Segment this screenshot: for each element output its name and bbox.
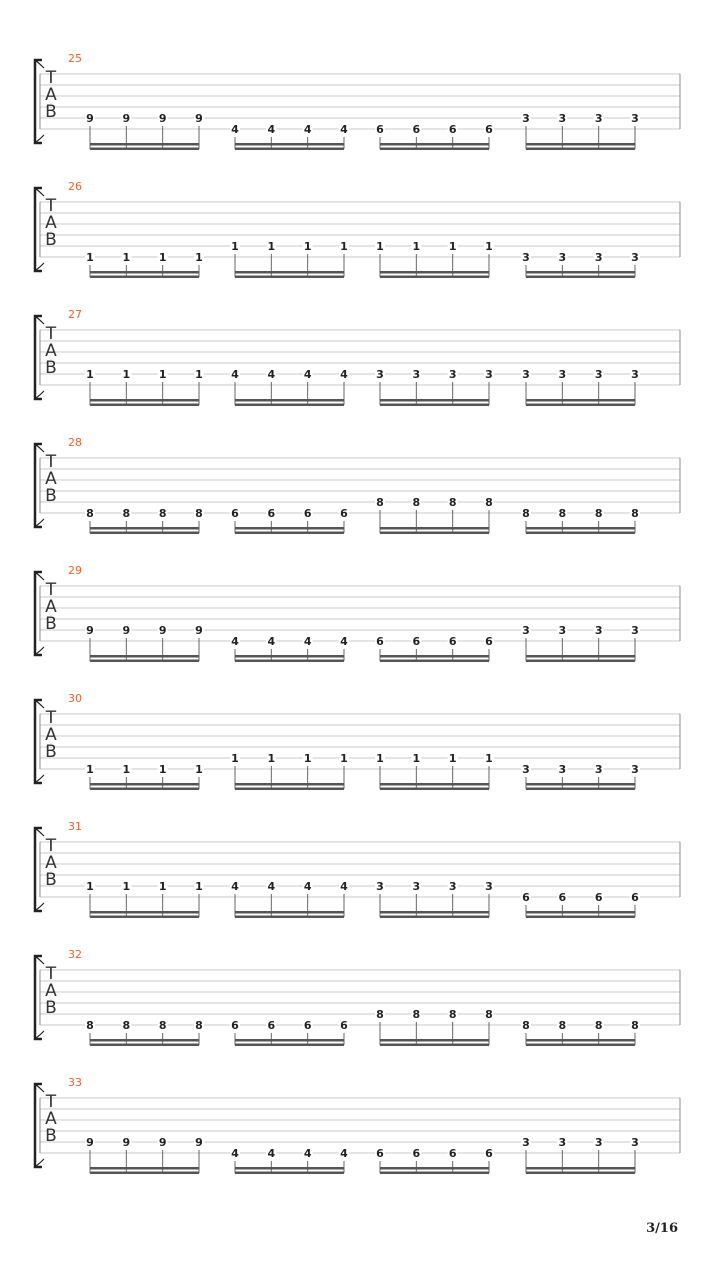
fret-number: 1 (267, 752, 276, 765)
fret-number: 8 (122, 1019, 131, 1032)
fret-number: 8 (558, 507, 567, 520)
beam (90, 788, 199, 791)
tab-clef-letter: A (45, 1109, 57, 1129)
fret-number: 1 (158, 368, 167, 381)
beam (380, 399, 489, 402)
fret-number: 4 (303, 368, 312, 381)
fret-number: 3 (522, 1136, 530, 1149)
fret-number: 6 (376, 635, 384, 648)
fret-number: 1 (303, 752, 312, 765)
fret-number: 9 (122, 1136, 131, 1149)
system-33 (35, 1076, 680, 1174)
fret-number: 1 (376, 752, 384, 765)
beam (235, 1167, 344, 1170)
tab-clef-letter: T (45, 708, 57, 728)
fret-number: 3 (522, 368, 530, 381)
fret-number: 8 (522, 507, 530, 520)
beam (380, 276, 489, 279)
tab-clef-letter: B (45, 1126, 57, 1146)
beam (526, 276, 635, 279)
beam (235, 271, 344, 274)
beam (235, 788, 344, 791)
tab-clef-letter: T (45, 1092, 57, 1112)
fret-number: 6 (340, 507, 348, 520)
fret-number: 6 (485, 635, 493, 648)
beam (526, 1044, 635, 1047)
fret-number: 3 (594, 1136, 603, 1149)
beam (90, 143, 199, 146)
beam (380, 660, 489, 663)
tab-clef-letter: B (45, 486, 57, 506)
fret-number: 8 (86, 1019, 94, 1032)
fret-number: 1 (485, 752, 493, 765)
tab-clef-letter: B (45, 102, 57, 122)
tab-clef-letter: A (45, 597, 57, 617)
fret-number: 1 (195, 763, 203, 776)
fret-number: 9 (86, 1136, 94, 1149)
beam (526, 143, 635, 146)
fret-number: 6 (412, 1147, 421, 1160)
fret-number: 3 (376, 368, 384, 381)
beam (90, 276, 199, 279)
fret-number: 1 (448, 240, 457, 253)
system-bracket (35, 316, 42, 399)
tab-clef-letter: B (45, 614, 57, 634)
tab-clef-letter: T (45, 452, 57, 472)
fret-number: 6 (267, 507, 276, 520)
beam (380, 783, 489, 786)
beam (235, 404, 344, 407)
fret-number: 3 (448, 368, 457, 381)
fret-number: 8 (412, 496, 421, 509)
fret-number: 6 (412, 635, 421, 648)
fret-number: 4 (267, 1147, 276, 1160)
tab-clef-letter: B (45, 742, 57, 762)
fret-number: 6 (412, 123, 421, 136)
fret-number: 3 (631, 624, 639, 637)
fret-number: 8 (631, 507, 639, 520)
fret-number: 8 (558, 1019, 567, 1032)
tab-clef-letter: A (45, 725, 57, 745)
fret-number: 8 (485, 496, 493, 509)
beam (380, 916, 489, 919)
tab-clef-letter: T (45, 68, 57, 88)
fret-number: 3 (412, 880, 421, 893)
fret-number: 8 (485, 1008, 493, 1021)
fret-number: 6 (631, 891, 639, 904)
beam (90, 1172, 199, 1175)
system-bracket (35, 828, 42, 911)
fret-number: 6 (376, 123, 384, 136)
fret-number: 6 (448, 1147, 457, 1160)
tab-clef-letter: A (45, 85, 57, 105)
fret-number: 4 (340, 1147, 348, 1160)
fret-number: 3 (485, 880, 493, 893)
fret-number: 1 (158, 880, 167, 893)
fret-number: 3 (558, 624, 567, 637)
fret-number: 4 (267, 123, 276, 136)
tab-clef-letter: A (45, 853, 57, 873)
fret-number: 3 (558, 763, 567, 776)
tab-clef-letter: A (45, 981, 57, 1001)
fret-number: 9 (86, 624, 94, 637)
fret-number: 8 (448, 1008, 457, 1021)
beam (90, 1039, 199, 1042)
fret-number: 3 (631, 251, 639, 264)
measure-number: 30 (68, 692, 82, 705)
fret-number: 4 (303, 1147, 312, 1160)
system-28 (35, 436, 680, 534)
beam (90, 1167, 199, 1170)
beam (90, 1044, 199, 1047)
fret-number: 1 (485, 240, 493, 253)
beam (90, 911, 199, 914)
fret-number: 4 (340, 123, 348, 136)
fret-number: 4 (303, 123, 312, 136)
fret-number: 1 (412, 240, 421, 253)
fret-number: 1 (267, 240, 276, 253)
fret-number: 8 (631, 1019, 639, 1032)
fret-number: 1 (340, 752, 348, 765)
fret-number: 1 (340, 240, 348, 253)
beam (380, 271, 489, 274)
tab-clef-letter: A (45, 341, 57, 361)
beam (235, 148, 344, 151)
fret-number: 4 (231, 635, 239, 648)
fret-number: 9 (195, 1136, 203, 1149)
fret-number: 1 (448, 752, 457, 765)
fret-number: 3 (558, 112, 567, 125)
beam (90, 783, 199, 786)
fret-number: 4 (340, 368, 348, 381)
beam (235, 916, 344, 919)
fret-number: 3 (631, 368, 639, 381)
beam (380, 532, 489, 535)
tab-clef-letter: T (45, 196, 57, 216)
measure-number: 33 (68, 1076, 82, 1089)
fret-number: 4 (340, 635, 348, 648)
fret-number: 3 (594, 251, 603, 264)
system-bracket (35, 1084, 42, 1167)
tab-clef-letter: T (45, 836, 57, 856)
fret-number: 8 (376, 496, 384, 509)
fret-number: 4 (267, 635, 276, 648)
fret-number: 1 (122, 880, 131, 893)
beam (90, 527, 199, 530)
fret-number: 6 (303, 1019, 312, 1032)
fret-number: 6 (376, 1147, 384, 1160)
beam (235, 143, 344, 146)
fret-number: 9 (122, 112, 131, 125)
fret-number: 3 (522, 763, 530, 776)
fret-number: 4 (267, 880, 276, 893)
beam (380, 143, 489, 146)
fret-number: 3 (522, 624, 530, 637)
beam (235, 1039, 344, 1042)
fret-number: 8 (158, 1019, 167, 1032)
fret-number: 3 (631, 1136, 639, 1149)
fret-number: 3 (594, 624, 603, 637)
fret-number: 9 (195, 624, 203, 637)
fret-number: 1 (86, 368, 94, 381)
system-26 (35, 180, 680, 278)
fret-number: 6 (558, 891, 567, 904)
tab-clef-letter: T (45, 580, 57, 600)
fret-number: 3 (558, 368, 567, 381)
beam (235, 399, 344, 402)
fret-number: 1 (86, 251, 94, 264)
fret-number: 3 (594, 112, 603, 125)
fret-number: 4 (231, 880, 239, 893)
fret-number: 9 (158, 1136, 167, 1149)
beam (235, 783, 344, 786)
fret-number: 6 (594, 891, 603, 904)
fret-number: 4 (231, 368, 239, 381)
fret-number: 3 (631, 112, 639, 125)
beam (235, 1172, 344, 1175)
fret-number: 1 (231, 752, 239, 765)
fret-number: 8 (412, 1008, 421, 1021)
page-number: 3/16 (646, 1221, 678, 1236)
system-bracket (35, 572, 42, 655)
fret-number: 8 (448, 496, 457, 509)
fret-number: 4 (267, 368, 276, 381)
beam (380, 527, 489, 530)
beam (235, 1044, 344, 1047)
beam (526, 148, 635, 151)
beam (235, 532, 344, 535)
fret-number: 6 (485, 1147, 493, 1160)
beam (526, 916, 635, 919)
measure-number: 28 (68, 436, 82, 449)
fret-number: 6 (231, 1019, 239, 1032)
beam (90, 148, 199, 151)
fret-number: 8 (122, 507, 131, 520)
beam (526, 783, 635, 786)
tab-clef-letter: T (45, 964, 57, 984)
fret-number: 6 (303, 507, 312, 520)
fret-number: 1 (122, 251, 131, 264)
fret-number: 3 (376, 880, 384, 893)
tab-clef-letter: A (45, 213, 57, 233)
fret-number: 1 (231, 240, 239, 253)
beam (90, 271, 199, 274)
system-bracket (35, 60, 42, 143)
fret-number: 8 (522, 1019, 530, 1032)
measure-number: 26 (68, 180, 82, 193)
system-bracket (35, 956, 42, 1039)
measure-number: 27 (68, 308, 82, 321)
beam (235, 527, 344, 530)
fret-number: 1 (122, 368, 131, 381)
fret-number: 3 (594, 763, 603, 776)
fret-number: 1 (195, 880, 203, 893)
beam (380, 404, 489, 407)
beam (526, 271, 635, 274)
system-31 (35, 820, 680, 918)
fret-number: 1 (86, 763, 94, 776)
beam (90, 399, 199, 402)
fret-number: 1 (303, 240, 312, 253)
tab-clef-letter: A (45, 469, 57, 489)
fret-number: 9 (158, 624, 167, 637)
fret-number: 1 (122, 763, 131, 776)
system-bracket (35, 444, 42, 527)
beam (235, 911, 344, 914)
fret-number: 1 (158, 763, 167, 776)
fret-number: 6 (267, 1019, 276, 1032)
measure-number: 25 (68, 52, 82, 65)
fret-number: 3 (412, 368, 421, 381)
beam (526, 788, 635, 791)
beam (526, 660, 635, 663)
fret-number: 3 (594, 368, 603, 381)
beam (380, 1039, 489, 1042)
fret-number: 9 (122, 624, 131, 637)
system-30 (35, 692, 680, 790)
measure-number: 29 (68, 564, 82, 577)
tab-clef-letter: B (45, 230, 57, 250)
beam (526, 1039, 635, 1042)
fret-number: 8 (376, 1008, 384, 1021)
fret-number: 8 (594, 507, 603, 520)
fret-number: 3 (485, 368, 493, 381)
fret-number: 6 (340, 1019, 348, 1032)
beam (526, 399, 635, 402)
beam (526, 532, 635, 535)
fret-number: 3 (522, 251, 530, 264)
beam (380, 655, 489, 658)
beam (380, 148, 489, 151)
fret-number: 6 (522, 891, 530, 904)
fret-number: 9 (86, 112, 94, 125)
beam (90, 916, 199, 919)
system-25 (35, 52, 680, 150)
system-29 (35, 564, 680, 662)
fret-number: 4 (340, 880, 348, 893)
fret-number: 6 (485, 123, 493, 136)
fret-number: 1 (86, 880, 94, 893)
tab-clef-letter: T (45, 324, 57, 344)
beam (380, 911, 489, 914)
system-bracket (35, 188, 42, 271)
fret-number: 4 (303, 880, 312, 893)
beam (235, 660, 344, 663)
fret-number: 8 (86, 507, 94, 520)
beam (380, 1167, 489, 1170)
fret-number: 1 (412, 752, 421, 765)
system-27 (35, 308, 680, 406)
fret-number: 1 (195, 368, 203, 381)
fret-number: 9 (158, 112, 167, 125)
fret-number: 8 (195, 1019, 203, 1032)
measure-number: 31 (68, 820, 82, 833)
beam (526, 404, 635, 407)
fret-number: 6 (448, 635, 457, 648)
fret-number: 8 (158, 507, 167, 520)
beam (526, 1172, 635, 1175)
system-32 (35, 948, 680, 1046)
beam (90, 404, 199, 407)
beam (380, 1172, 489, 1175)
fret-number: 4 (231, 123, 239, 136)
fret-number: 8 (195, 507, 203, 520)
beam (235, 276, 344, 279)
fret-number: 3 (631, 763, 639, 776)
measure-number: 32 (68, 948, 82, 961)
fret-number: 3 (558, 251, 567, 264)
tab-clef-letter: B (45, 870, 57, 890)
system-bracket (35, 700, 42, 783)
fret-number: 4 (303, 635, 312, 648)
fret-number: 9 (195, 112, 203, 125)
beam (526, 911, 635, 914)
fret-number: 3 (522, 112, 530, 125)
beam (90, 660, 199, 663)
beam (526, 1167, 635, 1170)
tab-clef-letter: B (45, 998, 57, 1018)
beam (526, 527, 635, 530)
fret-number: 8 (594, 1019, 603, 1032)
tab-clef-letter: B (45, 358, 57, 378)
beam (526, 655, 635, 658)
beam (235, 655, 344, 658)
fret-number: 1 (158, 251, 167, 264)
beam (90, 532, 199, 535)
beam (90, 655, 199, 658)
fret-number: 4 (231, 1147, 239, 1160)
fret-number: 6 (231, 507, 239, 520)
fret-number: 3 (558, 1136, 567, 1149)
beam (380, 1044, 489, 1047)
fret-number: 6 (448, 123, 457, 136)
fret-number: 3 (448, 880, 457, 893)
beam (380, 788, 489, 791)
fret-number: 1 (376, 240, 384, 253)
fret-number: 1 (195, 251, 203, 264)
